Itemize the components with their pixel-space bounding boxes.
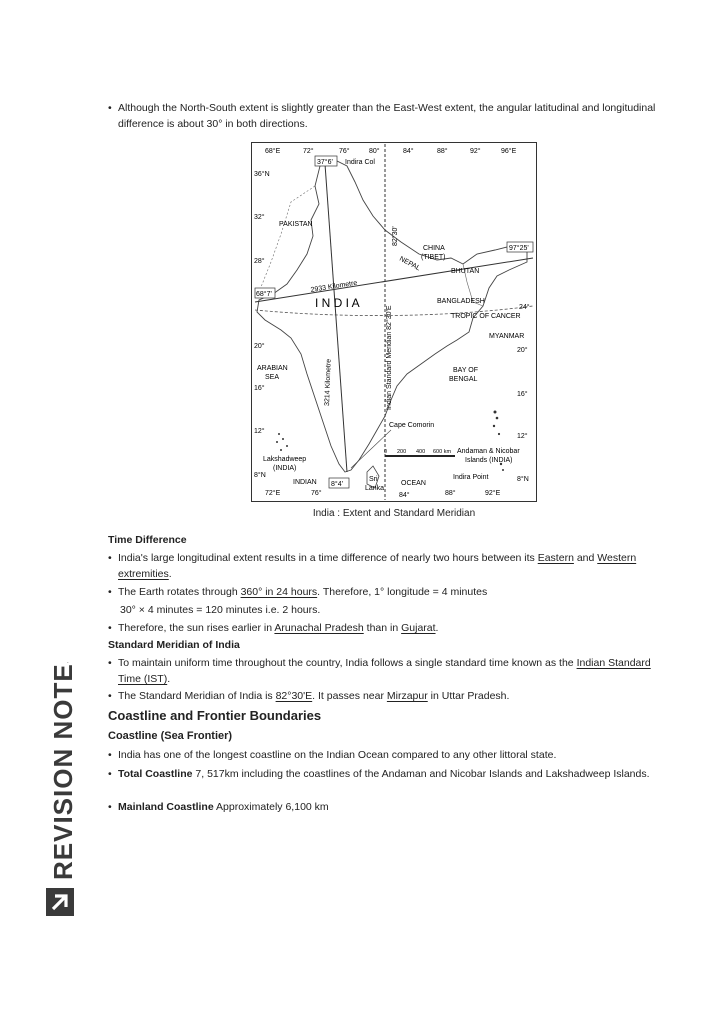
lakshadweep-islands	[276, 433, 288, 451]
lat-left-label: 32°	[254, 214, 265, 221]
time-difference-bullet: • The Earth rotates through 360° in 24 hours. Therefore, 1° longitude = 4 minutes	[108, 586, 488, 598]
tibet-label: (TIBET)	[421, 254, 446, 261]
lat-left-label: 28°	[254, 258, 265, 265]
meridian-top-label: 82°30'	[392, 226, 399, 246]
scale-label: 200	[397, 449, 407, 455]
north-south-extent-line	[325, 164, 347, 472]
coastline-bullet: • Mainland Coastline Approximately 6,100 km	[108, 801, 329, 813]
meridian-value-term: 82°30'E	[275, 690, 313, 702]
intro-bullet: • Although the North-South extent is slightly greater than the East-West extent, the angular latitudinal and longitudinal difference is about 30° in both directions.	[108, 100, 668, 132]
bangladesh-label: BANGLADESH	[437, 298, 485, 305]
sri-lanka-label: Sri	[369, 476, 378, 483]
lat-left-label: 36°N	[254, 171, 270, 178]
china-label: CHINA	[423, 245, 445, 252]
total-coastline-label: Total Coastline	[118, 768, 193, 780]
sri-lanka-label: Lanka	[365, 485, 385, 492]
arabian-sea-label: SEA	[265, 374, 280, 381]
nepal-label: NEPAL	[398, 255, 422, 273]
lat-right-label: 8°N	[517, 476, 529, 483]
lat-left-label: 16°	[254, 385, 265, 392]
lat-left-label: 12°	[254, 428, 265, 435]
lon-top-label: 72°	[303, 148, 314, 155]
lon-top-label: 84°	[403, 148, 414, 155]
andaman-label: Andaman & Nicobar	[457, 448, 520, 455]
bay-of-bengal-label: BAY OF	[453, 367, 479, 374]
box-right-label: 97°25'	[509, 245, 529, 252]
standard-meridian-heading: Standard Meridian of India	[108, 639, 240, 651]
ist-term: Indian Standard Time (IST)	[118, 657, 651, 685]
north-south-distance-label: 3214 Kilometre	[324, 358, 333, 407]
arabian-sea-label: ARABIAN	[257, 365, 288, 372]
scale-label: 0	[384, 449, 388, 455]
lon-bottom-label: 92°E	[485, 490, 501, 497]
lon-top-label: 96°E	[501, 148, 517, 155]
pakistan-label: PAKISTAN	[279, 221, 313, 228]
lat-right-label: 24°	[519, 304, 530, 311]
lon-top-label: 80°	[369, 148, 380, 155]
lon-bottom-label: 84°	[399, 492, 410, 499]
indira-point-label: Indira Point	[453, 474, 489, 481]
cape-comorin-label: Cape Comorin	[389, 422, 435, 429]
box-left-label: 68°7'	[256, 291, 272, 298]
scale-label: 600 km	[433, 449, 452, 455]
indian-ocean-label: INDIAN	[293, 479, 317, 486]
eastern-term: Eastern	[537, 552, 574, 564]
lat-right-label: 20°	[517, 347, 528, 354]
lat-right-label: 12°	[517, 433, 528, 440]
pakistan-border	[259, 186, 315, 292]
india-extent-map	[251, 142, 537, 502]
rotation-term: 360° in 24 hours	[240, 586, 318, 598]
coastline-bullet: • Total Coastline 7, 517km including the coastlines of the Andaman and Nicobar Islands and Lakshadweep Islands.	[108, 768, 650, 780]
time-difference-bullet: • Therefore, the sun rises earlier in Arunachal Pradesh than in Gujarat.	[108, 622, 439, 634]
time-difference-bullet: • India's large longitudinal extent results in a time difference of nearly two hours between its Eastern and Western extremities.	[108, 552, 637, 580]
gujarat-term: Gujarat	[401, 622, 436, 634]
lon-top-label: 68°E	[265, 148, 281, 155]
meridian-label: Indian Standard Meridian 82°30'E	[386, 305, 393, 410]
lat-right-label: 16°	[517, 391, 528, 398]
lon-bottom-label: 76°	[311, 490, 322, 497]
lon-top-label: 88°	[437, 148, 448, 155]
standard-meridian-bullet: • To maintain uniform time throughout the country, India follows a single standard time known as the Indian Standard Time (IST).	[108, 657, 651, 685]
box-bottom-label: 8°4'	[331, 481, 343, 488]
bay-of-bengal-label: BENGAL	[449, 376, 478, 383]
indian-ocean-label: OCEAN	[401, 480, 426, 487]
mirzapur-term: Mirzapur	[386, 690, 428, 702]
bhutan-label: BHUTAN	[451, 268, 480, 275]
coastline-bullet: • India has one of the longest coastline on the Indian Ocean compared to any other littoral state.	[108, 749, 557, 761]
western-extremities-term: Western extremities	[118, 552, 637, 580]
east-west-distance-label: 2933 Kilometre	[310, 279, 358, 294]
lakshadweep-label: Lakshadweep	[263, 456, 307, 463]
mainland-coastline-label: Mainland Coastline	[118, 801, 214, 813]
revision-notes-sidebar	[44, 662, 76, 920]
lon-top-label: 92°	[470, 148, 481, 155]
tropic-label: TROPIC OF CANCER	[451, 313, 521, 320]
scale-label: 400	[416, 449, 426, 455]
intro-text: Although the North-South extent is slightly greater than the East-West extent, the angular latitudinal and longitudinal difference is about 30° in both directions.	[118, 102, 656, 130]
arunachal-term: Arunachal Pradesh	[274, 622, 364, 634]
lon-bottom-label: 72°E	[265, 490, 281, 497]
time-difference-heading: Time Difference	[108, 534, 187, 546]
lakshadweep-label: (INDIA)	[273, 465, 297, 472]
indira-col-label: Indira Col	[345, 159, 375, 166]
time-calculation: 30° × 4 minutes = 120 minutes i.e. 2 hours.	[120, 604, 321, 616]
box-top-label: 37°6'	[317, 159, 333, 166]
revision-notes-label: REVISION NOTES	[48, 662, 76, 880]
myanmar-label: MYANMAR	[489, 333, 525, 340]
lat-left-label: 8°N	[254, 472, 266, 479]
lat-left-label: 20°	[254, 343, 265, 350]
standard-meridian-bullet: • The Standard Meridian of India is 82°30'E. It passes near Mirzapur in Uttar Pradesh.	[108, 690, 510, 702]
lon-top-label: 76°	[339, 148, 350, 155]
andaman-label: Islands (INDIA)	[465, 457, 513, 464]
india-label: I N D I A	[315, 296, 360, 310]
lon-bottom-label: 88°	[445, 490, 456, 497]
coastline-subheading: Coastline (Sea Frontier)	[108, 730, 233, 742]
coastline-heading: Coastline and Frontier Boundaries	[108, 708, 322, 723]
map-caption: India : Extent and Standard Meridian	[312, 508, 476, 519]
